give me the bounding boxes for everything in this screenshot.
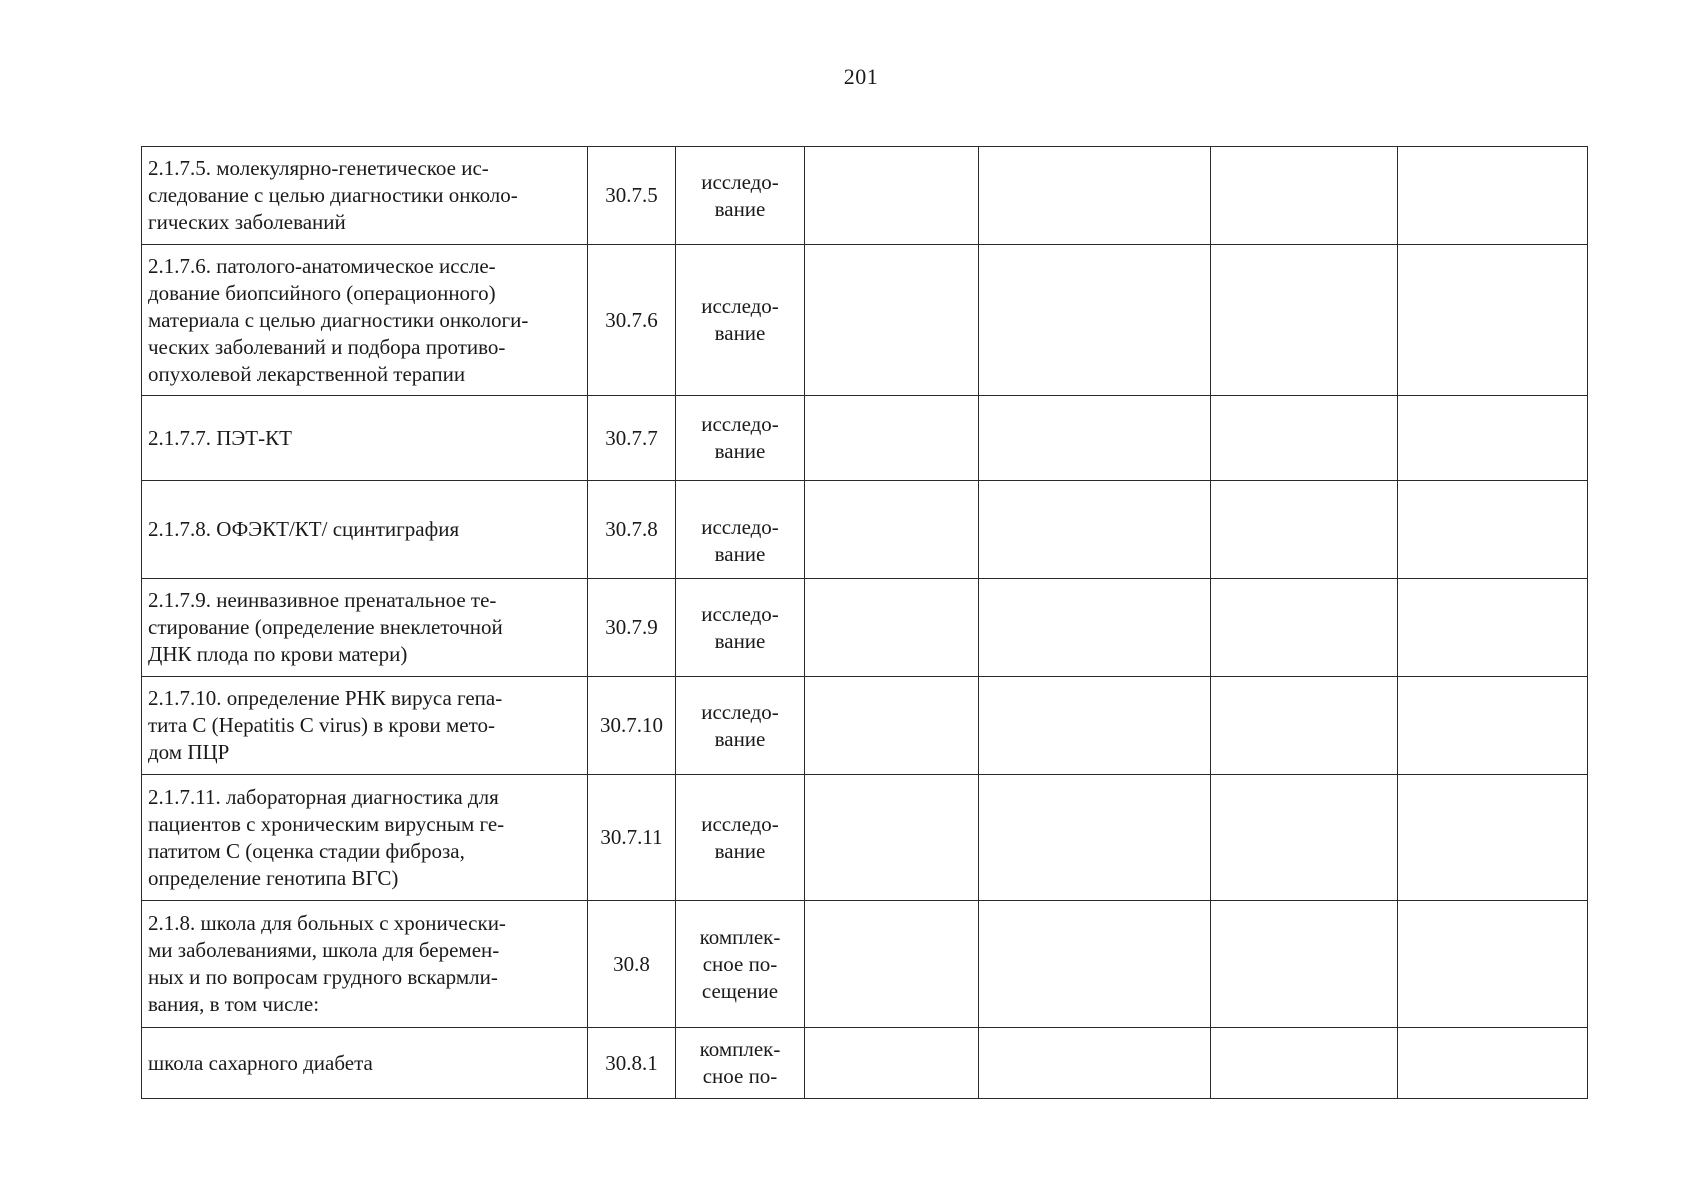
unit-cell: исследо- вание bbox=[676, 481, 805, 579]
service-name-cell: 2.1.7.5. молекулярно-генетическое ис- следование с целью диагностики онколо- гических заболеваний bbox=[142, 147, 588, 245]
services-table bbox=[141, 146, 1588, 1099]
service-code-cell: 30.7.8 bbox=[588, 481, 676, 579]
empty-cell bbox=[1398, 245, 1588, 396]
empty-cell bbox=[1211, 245, 1398, 396]
service-name-cell: школа сахарного диабета bbox=[142, 1028, 588, 1099]
empty-cell bbox=[979, 901, 1211, 1028]
unit-cell: исследо- вание bbox=[676, 677, 805, 775]
service-name-cell: 2.1.7.6. патолого-анатомическое иссле- дование биопсийного (операционного) материала с целью диагностики онкологи- ческих заболеваний и подбора противо- опухолевой лекарственной терапии bbox=[142, 245, 588, 396]
table-row bbox=[142, 775, 1588, 901]
empty-cell bbox=[1398, 396, 1588, 481]
empty-cell bbox=[805, 901, 979, 1028]
table-row bbox=[142, 396, 1588, 481]
empty-cell bbox=[1211, 901, 1398, 1028]
service-name-cell: 2.1.8. школа для больных с хронически- ми заболеваниями, школа для беремен- ных и по вопросам грудного вскармли- вания, в том числе: bbox=[142, 901, 588, 1028]
empty-cell bbox=[805, 1028, 979, 1099]
service-code-cell: 30.7.9 bbox=[588, 579, 676, 677]
empty-cell bbox=[1398, 1028, 1588, 1099]
unit-cell: комплек- сное по- сещение bbox=[676, 901, 805, 1028]
empty-cell bbox=[805, 245, 979, 396]
service-code-cell: 30.7.5 bbox=[588, 147, 676, 245]
empty-cell bbox=[1398, 775, 1588, 901]
empty-cell bbox=[979, 481, 1211, 579]
unit-cell: комплек- сное по- bbox=[676, 1028, 805, 1099]
table-row bbox=[142, 147, 1588, 245]
empty-cell bbox=[1211, 1028, 1398, 1099]
service-name-cell: 2.1.7.7. ПЭТ-КТ bbox=[142, 396, 588, 481]
empty-cell bbox=[1398, 579, 1588, 677]
empty-cell bbox=[1398, 901, 1588, 1028]
empty-cell bbox=[979, 396, 1211, 481]
empty-cell bbox=[805, 775, 979, 901]
empty-cell bbox=[805, 147, 979, 245]
service-code-cell: 30.7.7 bbox=[588, 396, 676, 481]
unit-cell: исследо- вание bbox=[676, 775, 805, 901]
empty-cell bbox=[1211, 147, 1398, 245]
service-name-cell: 2.1.7.10. определение РНК вируса гепа- тита С (Hepatitis C virus) в крови мето- дом ПЦР bbox=[142, 677, 588, 775]
table-row bbox=[142, 481, 1588, 579]
empty-cell bbox=[1398, 147, 1588, 245]
empty-cell bbox=[805, 579, 979, 677]
table-row bbox=[142, 245, 1588, 396]
empty-cell bbox=[1211, 775, 1398, 901]
table-row bbox=[142, 901, 1588, 1028]
empty-cell bbox=[805, 677, 979, 775]
empty-cell bbox=[979, 579, 1211, 677]
empty-cell bbox=[1398, 481, 1588, 579]
empty-cell bbox=[979, 775, 1211, 901]
empty-cell bbox=[1211, 396, 1398, 481]
unit-cell: исследо- вание bbox=[676, 147, 805, 245]
empty-cell bbox=[979, 147, 1211, 245]
empty-cell bbox=[979, 677, 1211, 775]
empty-cell bbox=[979, 245, 1211, 396]
empty-cell bbox=[1211, 579, 1398, 677]
service-code-cell: 30.7.10 bbox=[588, 677, 676, 775]
service-name-cell: 2.1.7.9. неинвазивное пренатальное те- стирование (определение внеклеточной ДНК плода по крови матери) bbox=[142, 579, 588, 677]
service-name-cell: 2.1.7.8. ОФЭКТ/КТ/ сцинтиграфия bbox=[142, 481, 588, 579]
table-row bbox=[142, 1028, 1588, 1099]
empty-cell bbox=[1211, 481, 1398, 579]
service-code-cell: 30.8 bbox=[588, 901, 676, 1028]
empty-cell bbox=[805, 396, 979, 481]
unit-cell: исследо- вание bbox=[676, 396, 805, 481]
table-row bbox=[142, 579, 1588, 677]
service-code-cell: 30.7.11 bbox=[588, 775, 676, 901]
unit-cell: исследо- вание bbox=[676, 245, 805, 396]
service-name-cell: 2.1.7.11. лабораторная диагностика для пациентов с хроническим вирусным ге- патитом С (оценка стадии фиброза, определение генотипа ВГС) bbox=[142, 775, 588, 901]
empty-cell bbox=[805, 481, 979, 579]
page-number: 201 bbox=[843, 64, 879, 89]
empty-cell bbox=[1398, 677, 1588, 775]
service-code-cell: 30.8.1 bbox=[588, 1028, 676, 1099]
service-code-cell: 30.7.6 bbox=[588, 245, 676, 396]
unit-cell: исследо- вание bbox=[676, 579, 805, 677]
table-row bbox=[142, 677, 1588, 775]
empty-cell bbox=[979, 1028, 1211, 1099]
empty-cell bbox=[1211, 677, 1398, 775]
